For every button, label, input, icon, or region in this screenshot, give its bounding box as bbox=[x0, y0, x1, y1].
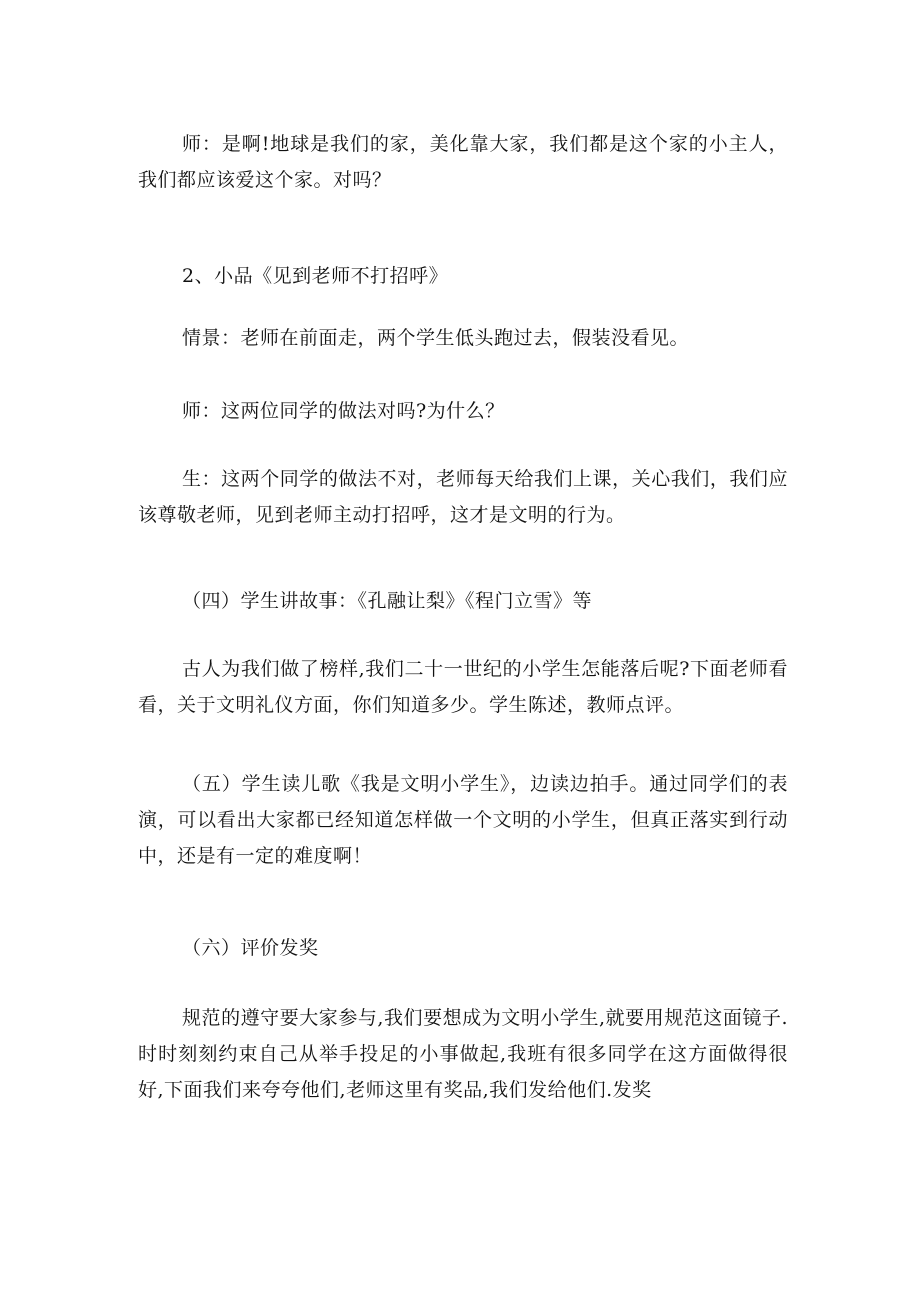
paragraph-section-six: （六）评价发奖 bbox=[182, 937, 319, 959]
paragraph-ancient-example: 古人为我们做了榜样,我们二十一世纪的小学生怎能落后呢?下面老师看看，关于文明礼仪方面，你们知道多少。学生陈述，教师点评。 bbox=[138, 658, 788, 716]
paragraph-student-answer: 生：这两个同学的做法不对，老师每天给我们上课，关心我们，我们应该尊敬老师，见到老师主动打招呼，这才是文明的行为。 bbox=[138, 468, 788, 526]
paragraph-section-five: （五）学生读儿歌《我是文明小学生》，边读边拍手。通过同学们的表演，可以看出大家都已经知道怎样做一个文明的小学生，但真正落实到行动中，还是有一定的难度啊！ bbox=[138, 773, 788, 867]
paragraph-skit-heading: 2、小品《见到老师不打招呼》 bbox=[182, 265, 449, 287]
paragraph-section-four: （四）学生讲故事：《孔融让梨》《程门立雪》等 bbox=[182, 590, 593, 612]
paragraph-norms: 规范的遵守要大家参与,我们要想成为文明小学生,就要用规范这面镜子.时时刻刻约束自己从举手投足的小事做起,我班有很多同学在这方面做得很好,下面我们来夸夸他们,老师这里有奖品,我们发给他们.发奖 bbox=[138, 1007, 788, 1101]
paragraph-teacher-question: 师：这两位同学的做法对吗?为什么？ bbox=[182, 400, 505, 422]
paragraph-scene: 情景：老师在前面走，两个学生低头跑过去，假装没看见。 bbox=[182, 327, 690, 349]
paragraph-teacher-earth: 师：是啊!地球是我们的家，美化靠大家，我们都是这个家的小主人，我们都应该爱这个家。对吗？ bbox=[138, 133, 788, 191]
